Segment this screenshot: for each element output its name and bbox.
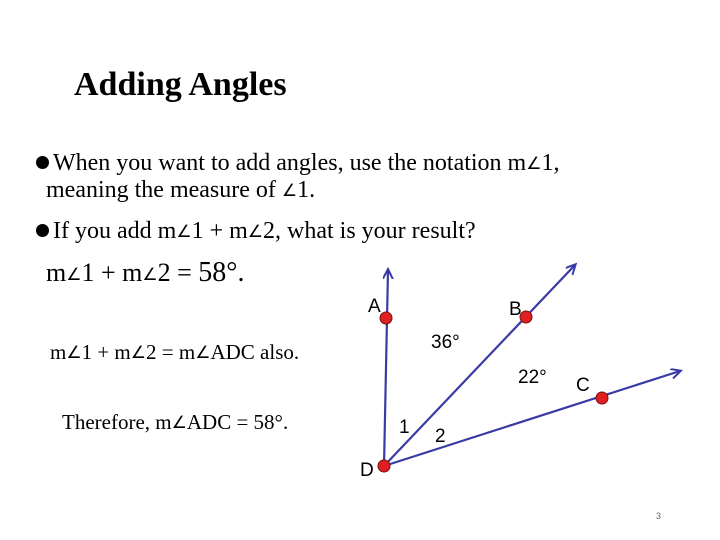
ray-da bbox=[384, 270, 388, 466]
note-seg: 1 + m bbox=[81, 340, 131, 364]
angle-symbol-icon: ∠ bbox=[526, 154, 542, 174]
angle-measure-36: 36° bbox=[431, 332, 460, 353]
sum-value: 58°. bbox=[198, 257, 245, 288]
label-d: D bbox=[360, 460, 374, 481]
page-number: 3 bbox=[656, 511, 662, 521]
point-d bbox=[378, 460, 390, 472]
sum-seg: 1 + m bbox=[81, 258, 143, 287]
angle-symbol-icon: ∠ bbox=[142, 265, 158, 285]
bullet-2-seg: If you add m bbox=[53, 218, 177, 244]
bullet-1-text: When you want to add angles, use the notation m bbox=[53, 150, 527, 176]
point-a bbox=[380, 312, 392, 324]
angle-symbol-icon: ∠ bbox=[66, 265, 82, 285]
sum-seg: 2 = bbox=[157, 258, 199, 287]
label-c: C bbox=[576, 375, 590, 396]
angle-symbol-icon: ∠ bbox=[176, 222, 192, 242]
note-seg: ADC also. bbox=[210, 340, 300, 364]
angle-symbol-icon: ∠ bbox=[247, 222, 264, 242]
angle-symbol-icon: ∠ bbox=[195, 343, 211, 363]
angle-symbol-icon: ∠ bbox=[130, 343, 147, 363]
note-seg: ADC = 58°. bbox=[186, 410, 289, 434]
note-seg: 2 = m bbox=[146, 340, 196, 364]
angle-measure-22: 22° bbox=[518, 367, 547, 388]
point-b bbox=[520, 311, 532, 323]
angle-symbol-icon: ∠ bbox=[66, 343, 82, 363]
bullet-2-seg: 2, what is your result? bbox=[263, 218, 476, 244]
angle-symbol-icon: ∠ bbox=[171, 413, 187, 433]
point-c bbox=[596, 392, 608, 404]
label-b: B bbox=[509, 299, 522, 320]
label-a: A bbox=[368, 296, 381, 317]
angle-symbol-icon: ∠ bbox=[281, 181, 298, 201]
bullet-1-cont-text: meaning the measure of bbox=[46, 177, 282, 203]
note-seg: Therefore, m bbox=[62, 410, 172, 434]
bullet-1-text-end: 1, bbox=[541, 150, 560, 176]
bullet-1-cont-end: 1. bbox=[297, 177, 316, 203]
angle-label-2: 2 bbox=[435, 426, 446, 447]
slide-title: Adding Angles bbox=[74, 66, 287, 103]
bullet-2-seg: 1 + m bbox=[191, 218, 248, 244]
angle-label-1: 1 bbox=[399, 417, 410, 438]
note-seg: m bbox=[50, 340, 67, 364]
sum-seg: m bbox=[46, 258, 67, 287]
